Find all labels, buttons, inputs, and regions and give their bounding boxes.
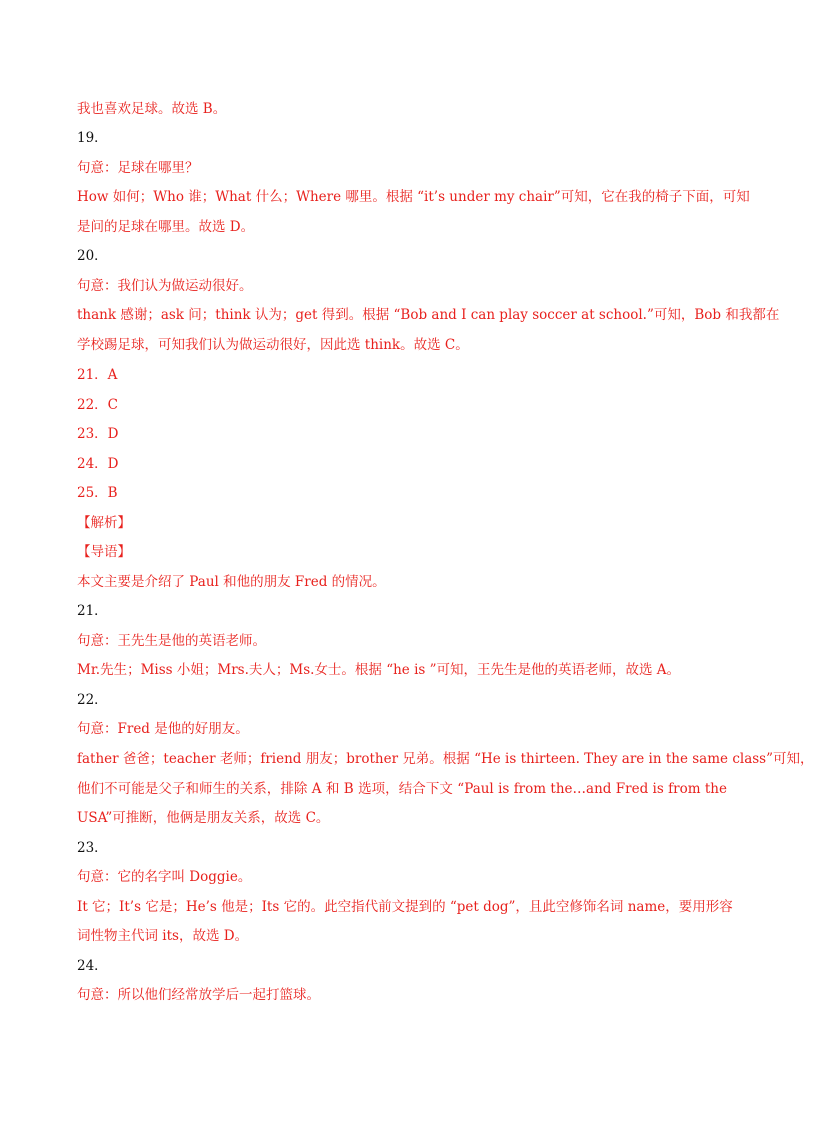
question-number: 23． bbox=[77, 840, 108, 856]
section-label-analysis: 【解析】 bbox=[77, 515, 131, 531]
explanation-line: 词性物主代词 its，故选 D。 bbox=[77, 928, 249, 944]
question-number: 21． bbox=[77, 603, 108, 619]
question-number: 24． bbox=[77, 958, 108, 974]
explanation-line: thank 感谢；ask 问；think 认为；get 得到。根据 “Bob and I can play soccer at school.”可知，Bob 和我都在 bbox=[77, 307, 780, 323]
answer-item: 24．D bbox=[77, 456, 119, 472]
answer-item: 21．A bbox=[77, 367, 118, 383]
question-number: 22． bbox=[77, 692, 108, 708]
section-label-intro: 【导语】 bbox=[77, 544, 131, 560]
sentence-meaning: 句意：所以他们经常放学后一起打篮球。 bbox=[77, 987, 320, 1003]
explanation-line: 是问的足球在哪里。故选 D。 bbox=[77, 219, 255, 235]
answer-item: 22．C bbox=[77, 397, 119, 413]
answer-item: 25．B bbox=[77, 485, 118, 501]
text-line: 我也喜欢足球。故选 B。 bbox=[77, 101, 227, 117]
sentence-meaning: 句意：它的名字叫 Doggie。 bbox=[77, 869, 252, 885]
explanation-line: 他们不可能是父子和师生的关系，排除 A 和 B 选项，结合下文 “Paul is from the…and Fred is from the bbox=[77, 781, 727, 797]
explanation-line: USA”可推断，他俩是朋友关系，故选 C。 bbox=[77, 810, 330, 826]
question-number: 20． bbox=[77, 248, 108, 264]
sentence-meaning: 句意：王先生是他的英语老师。 bbox=[77, 633, 266, 649]
sentence-meaning: 句意：我们认为做运动很好。 bbox=[77, 278, 253, 294]
explanation-line: father 爸爸；teacher 老师；friend 朋友；brother 兄弟。根据 “He is thirteen. They are in the same class”可知， bbox=[77, 751, 814, 767]
explanation-line: It 它；It’s 它是；He’s 他是；Its 它的。此空指代前文提到的 “pet dog”，且此空修饰名词 name，要用形容 bbox=[77, 899, 733, 915]
explanation-line: Mr.先生；Miss 小姐；Mrs.夫人；Ms.女士。根据 “he is ”可知，王先生是他的英语老师，故选 A。 bbox=[77, 662, 681, 678]
answer-item: 23．D bbox=[77, 426, 119, 442]
sentence-meaning: 句意：足球在哪里？ bbox=[77, 160, 199, 176]
sentence-meaning: 句意：Fred 是他的好朋友。 bbox=[77, 721, 249, 737]
explanation-line: 学校踢足球，可知我们认为做运动很好，因此选 think。故选 C。 bbox=[77, 337, 469, 353]
intro-text: 本文主要是介绍了 Paul 和他的朋友 Fred 的情况。 bbox=[77, 574, 386, 590]
explanation-line: How 如何；Who 谁；What 什么；Where 哪里。根据 “it’s under my chair”可知，它在我的椅子下面，可知 bbox=[77, 189, 750, 205]
question-number: 19． bbox=[77, 130, 108, 146]
